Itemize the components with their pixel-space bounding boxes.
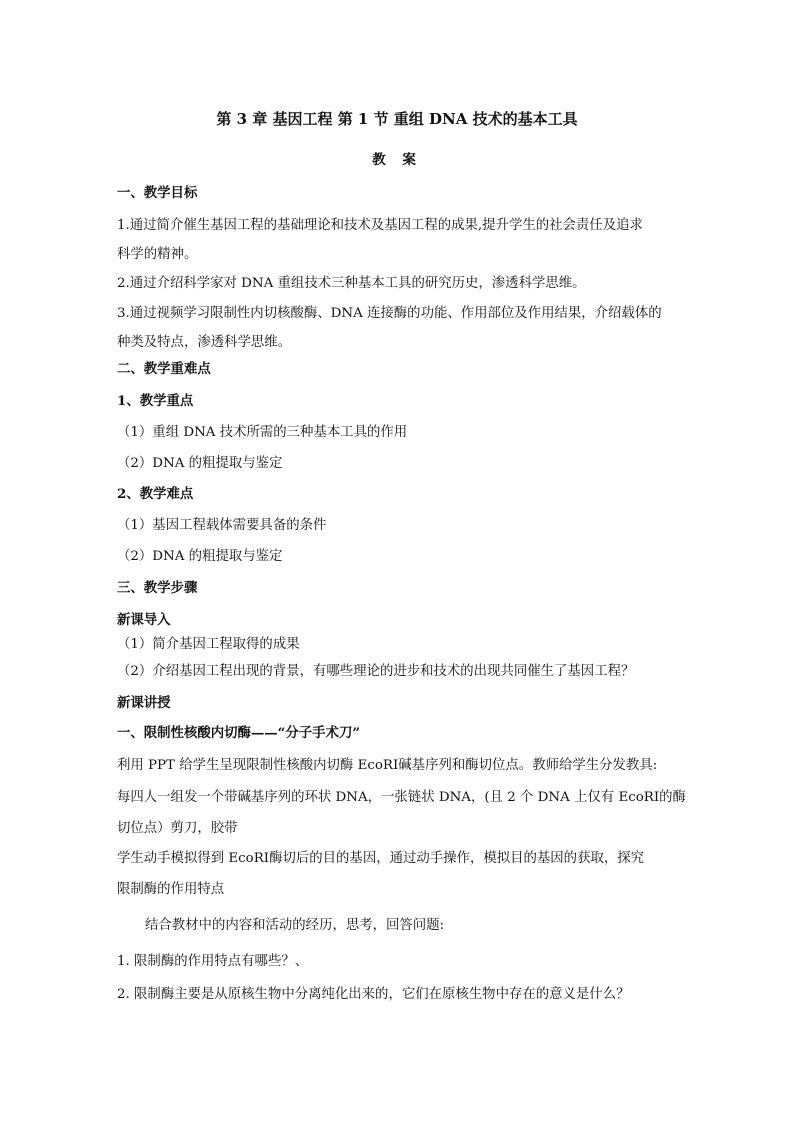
subsection-heading-lecture: 新课讲授	[117, 695, 171, 711]
paragraph-line: 限制酶的作用特点	[117, 882, 225, 897]
section-heading-steps: 三、教学步骤	[117, 580, 198, 596]
section-heading-objectives: 一、教学目标	[117, 185, 198, 201]
subsection-heading-difficult: 2、教学难点	[117, 486, 194, 502]
subsection-heading-key: 1、教学重点	[117, 393, 194, 409]
paragraph-line-indented: 结合教材中的内容和活动的经历，思考，回答问题:	[145, 918, 445, 933]
list-item: （2）DNA 的粗提取与鉴定	[117, 456, 283, 471]
subsection-heading-restriction: 一、限制性核酸内切酶——“分子手术刀”	[117, 725, 361, 741]
list-item: （1）重组 DNA 技术所需的三种基本工具的作用	[117, 425, 408, 440]
list-item: （1）简介基因工程取得的成果	[117, 637, 300, 652]
list-item: （2）介绍基因工程出现的背景，有哪些理论的进步和技术的出现共同催生了基因工程？	[117, 664, 635, 679]
question-item: 2. 限制酶主要是从原核生物中分离纯化出来的，它们在原核生物中存在的意义是什么？	[117, 987, 630, 1002]
document-subtitle: 教 案	[372, 152, 422, 168]
paragraph-line: 2.通过介绍科学家对 DNA 重组技术三种基本工具的研究历史，渗透科学思维。	[117, 276, 586, 291]
paragraph-line: 切位点）剪刀，胶带	[117, 821, 238, 836]
paragraph-line: 科学的精神。	[117, 247, 198, 262]
list-item: （2）DNA 的粗提取与鉴定	[117, 549, 283, 564]
paragraph-line: 每四人一组发一个带碱基序列的环状 DNA，一张链状 DNA，(且 2 个 DNA 上仅有 EcoRⅠ的酶	[117, 790, 686, 805]
paragraph-line: 3.通过视频学习限制性内切核酸酶、DNA 连接酶的功能、作用部位及作用结果，介绍载体的	[117, 306, 662, 321]
subsection-heading-intro: 新课导入	[117, 612, 171, 628]
paragraph-line: 种类及特点，渗透科学思维。	[117, 335, 292, 350]
paragraph-line: 1.通过简介催生基因工程的基础理论和技术及基因工程的成果,提升学生的社会责任及追求	[117, 218, 643, 233]
list-item: （1）基因工程载体需要具备的条件	[117, 518, 327, 533]
section-heading-key-points: 二、教学重难点	[117, 361, 211, 377]
paragraph-line: 学生动手模拟得到 EcoRⅠ酶切后的目的基因，通过动手操作，模拟目的基因的获取，探究	[117, 851, 645, 866]
paragraph-line: 利用 PPT 给学生呈现限制性核酸内切酶 EcoRⅠ碱基序列和酶切位点。教师给学生分发教具:	[117, 758, 658, 773]
document-title: 第 3 章 基因工程 第 1 节 重组 DNA 技术的基本工具	[216, 110, 578, 128]
question-item: 1. 限制酶的作用特点有哪些？、	[117, 954, 309, 969]
